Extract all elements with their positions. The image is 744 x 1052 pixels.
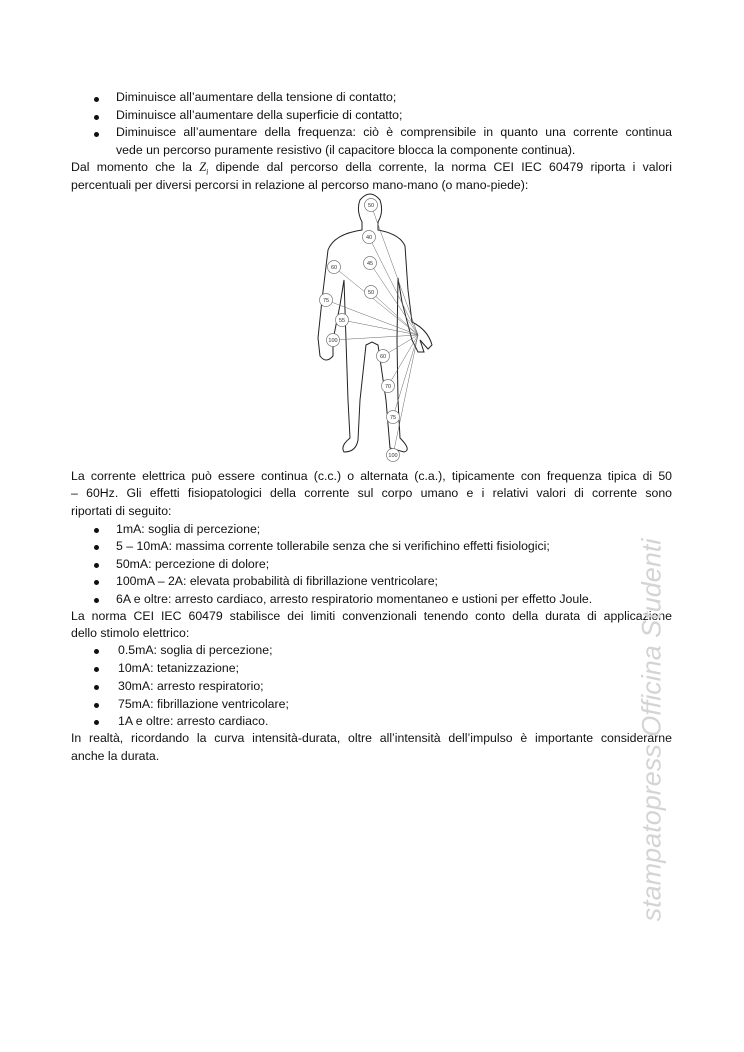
bullet-dot — [94, 685, 99, 690]
list-item: Diminuisce all’aumentare della superficie di contatto; — [116, 108, 403, 122]
paragraph-line: percentuali per diversi percorsi in relazione al percorso mano-mano (o mano-piede): — [71, 178, 529, 192]
percent-label-thigh: 60 — [379, 354, 387, 360]
paragraph-line: riportati di seguito: — [71, 504, 172, 518]
percent-label-foot: 100 — [388, 453, 398, 459]
impedance-symbol: $Z_i$ — [199, 160, 209, 177]
list-item: 5 – 10mA: massima corrente tollerabile senza che si verifichino effetti fisiologici; — [116, 539, 550, 553]
bullet-dot — [94, 598, 99, 603]
percent-label-forearm: 55 — [338, 318, 346, 324]
percent-label-hand: 100 — [328, 338, 338, 344]
list-item: 30mA: arresto respiratorio; — [118, 679, 264, 693]
list-item: Diminuisce all’aumentare della frequenza: ciò è comprensibile in quanto una corrente continua — [116, 125, 672, 139]
percent-label-neck: 40 — [365, 235, 373, 241]
percent-label-chest: 50 — [367, 290, 375, 296]
paragraph-line: dello stimolo elettrico: — [71, 626, 190, 640]
paragraph-line: In realtà, ricordando la curva intensità-durata, oltre all’intensità dell’impulso è importante considerarne — [71, 731, 672, 745]
list-item: 75mA: fibrillazione ventricolare; — [118, 697, 289, 711]
percent-label-upper-chest: 45 — [366, 261, 374, 267]
body-outline — [318, 194, 432, 452]
watermark: stampatopress Officina Studenti — [636, 538, 667, 922]
percent-label-knee: 70 — [384, 384, 392, 390]
list-item-continuation: vede un percorso puramente resistivo (il capacitore blocca la componente continua). — [116, 143, 576, 157]
text: Dal momento che la — [71, 160, 192, 174]
percent-label-elbow: 75 — [322, 298, 330, 304]
bullet-dot — [94, 649, 99, 654]
bullet-dot — [94, 545, 99, 550]
bullet-dot — [94, 720, 99, 725]
list-item: 1A e oltre: arresto cardiaco. — [118, 714, 269, 728]
paragraph-line: – 60Hz. Gli effetti fisiopatologici della corrente sul corpo umano e i relativi valori di corrente sono — [71, 486, 672, 500]
bullet-dot — [94, 667, 99, 672]
paragraph-line: La norma CEI IEC 60479 stabilisce dei limiti convenzionali tenendo conto della durata di applicazione — [71, 609, 672, 623]
percent-label-calf: 75 — [389, 415, 397, 421]
bullet-dot — [94, 703, 99, 708]
bullet-dot — [94, 132, 99, 137]
list-item: 100mA – 2A: elevata probabilità di fibrillazione ventricolare; — [116, 574, 438, 588]
list-item: Diminuisce all’aumentare della tensione di contatto; — [116, 90, 397, 104]
body-current-path-figure — [300, 190, 450, 465]
bullet-dot — [94, 528, 99, 533]
list-item: 50mA: percezione di dolore; — [116, 557, 270, 571]
percent-label-head: 50 — [367, 203, 375, 209]
bullet-dot — [94, 563, 99, 568]
bullet-dot — [94, 97, 99, 102]
paragraph-line: anche la durata. — [71, 749, 160, 763]
list-item: 1mA: soglia di percezione; — [116, 522, 261, 536]
text: dipende dal percorso della corrente, la norma CEI IEC 60479 riporta i valori — [215, 160, 672, 174]
bullet-dot — [94, 115, 99, 120]
list-item: 10mA: tetanizzazione; — [118, 661, 239, 675]
paragraph-line: La corrente elettrica può essere continua (c.c.) o alternata (c.a.), tipicamente con frequenza tipica di 50 — [71, 469, 672, 483]
list-item: 6A e oltre: arresto cardiaco, arresto respiratorio momentaneo e ustioni per effetto Joule. — [116, 592, 593, 606]
bullet-dot — [94, 580, 99, 585]
list-item: 0.5mA: soglia di percezione; — [118, 643, 273, 657]
percent-label-upper-arm: 60 — [330, 265, 338, 271]
